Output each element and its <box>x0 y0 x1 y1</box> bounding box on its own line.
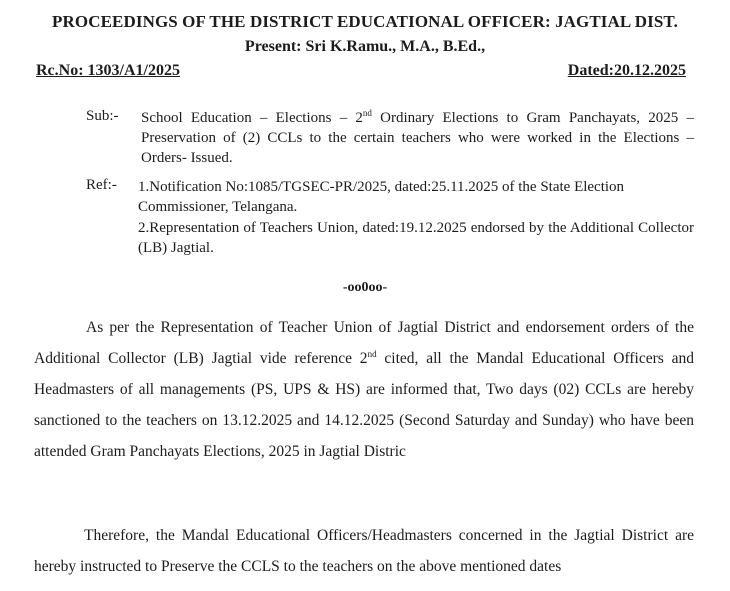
paragraph-1-part2: cited, all the Mandal Educational Officers and Headmasters of all managements (PS, UPS & HS) are informed that, Two days (02) CCLs are hereby sanctioned to the teachers on 13.12.2025 and 14.12.2025 (Second Saturday and Sunday) who have been attended Gram Panchayats Elections, 2025 in Jagtial Distric <box>34 350 694 460</box>
document-date: Dated:20.12.2025 <box>567 62 686 79</box>
paragraph-1-part1: As per the Representation of Teacher Union of Jagtial District and endorsement orders of the Additional Collector (LB) Jagtial vide reference 2 <box>34 319 694 367</box>
section-separator: -oo0oo- <box>342 280 388 295</box>
present-officer: Present: Sri K.Ramu., M.A., B.Ed., <box>244 38 486 55</box>
subject-text-part1: School Education – Elections – 2 <box>141 110 363 126</box>
subject-text-part2: Ordinary Elections to Gram Panchayats, 2025 – Preservation of (2) CCLs to the certain teachers who were worked in the Elections – Orders- Issued. <box>141 110 694 166</box>
reference-item-1: 1.Notification No:1085/TGSEC-PR/2025, dated:25.11.2025 of the State Election Commissioner, Telangana. <box>138 179 625 215</box>
reference-item-2: 2.Representation of Teachers Union, dated:19.12.2025 endorsed by the Additional Collector (LB) Jagtial. <box>138 220 694 256</box>
subject-superscript: nd <box>362 108 372 118</box>
paragraph-1 <box>34 312 694 467</box>
reference-number: Rc.No: 1303/A1/2025 <box>36 62 180 79</box>
subject-label: Sub:- <box>86 108 119 124</box>
paragraph-2: Therefore, the Mandal Educational Officers/Headmasters concerned in the Jagtial District are hereby instructed to Preserve the CCLS to the teachers on the above mentioned dates <box>34 527 694 575</box>
paragraph-1-superscript: nd <box>367 348 377 359</box>
subject-text <box>141 108 694 168</box>
reference-label: Ref:- <box>86 177 117 193</box>
document-title: PROCEEDINGS OF THE DISTRICT EDUCATIONAL OFFICER: JAGTIAL DIST. <box>52 12 678 31</box>
